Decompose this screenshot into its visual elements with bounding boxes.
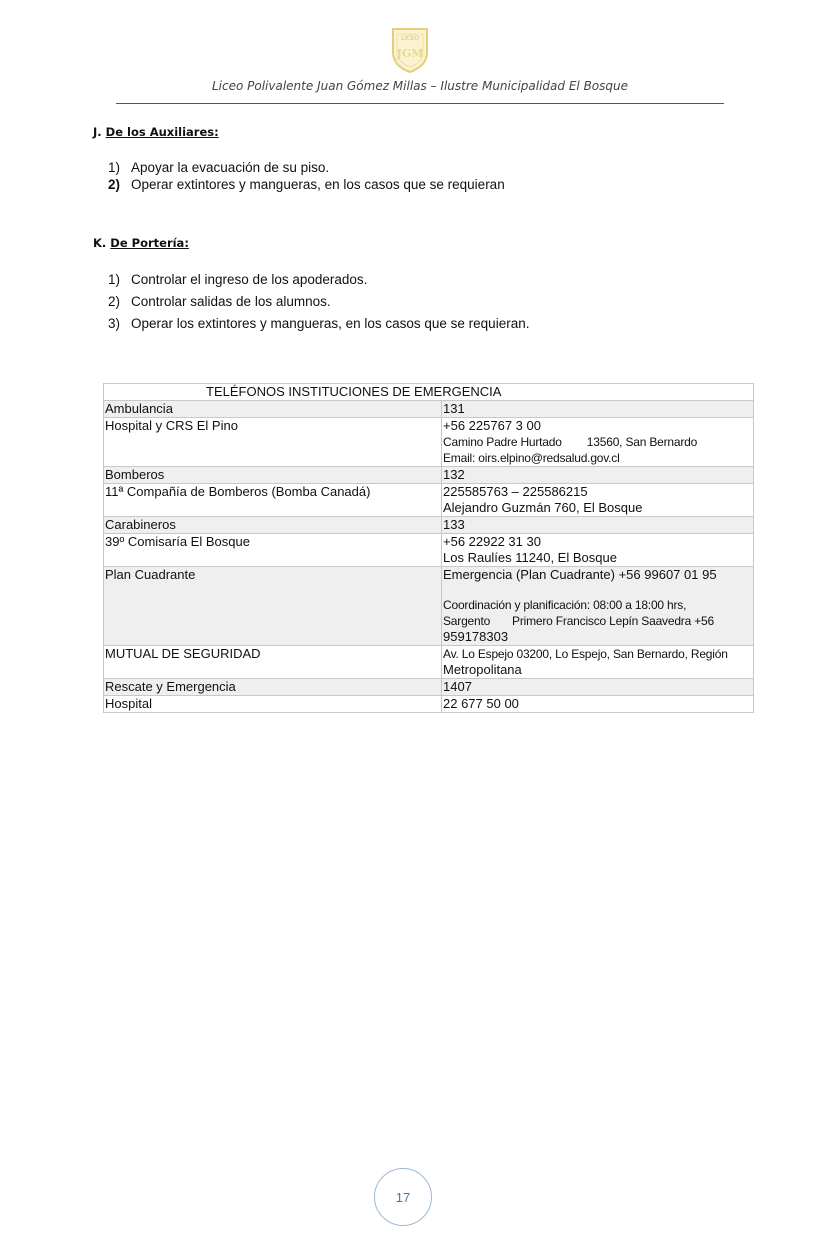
section-j-heading: De los Auxiliares: xyxy=(105,125,219,139)
list-item xyxy=(108,269,529,291)
contact-line: 133 xyxy=(443,517,465,532)
institution-contact xyxy=(442,696,754,713)
institution-name: Rescate y Emergencia xyxy=(104,679,442,696)
line-gap xyxy=(443,583,752,597)
list-item-number: 1) xyxy=(108,272,121,287)
contact-line: 132 xyxy=(443,467,465,482)
institution-contact xyxy=(442,467,754,484)
section-j-list xyxy=(108,159,505,193)
institution-name: Plan Cuadrante xyxy=(104,567,442,646)
table-row xyxy=(104,646,754,679)
table-row xyxy=(104,679,754,696)
contact-line: Alejandro Guzmán 760, El Bosque xyxy=(443,500,643,515)
table-row xyxy=(104,534,754,567)
institution-contact xyxy=(442,401,754,418)
section-k-title xyxy=(93,236,189,250)
list-item-text: Operar extintores y mangueras, en los casos que se requieran xyxy=(131,177,505,192)
list-item-text: Operar los extintores y mangueras, en los casos que se requieran. xyxy=(131,316,530,331)
list-item-text: Controlar el ingreso de los apoderados. xyxy=(131,272,368,287)
contact-line: Los Raulíes 11240, El Bosque xyxy=(443,550,617,565)
list-item-number: 2) xyxy=(108,294,121,309)
list-item-number: 1) xyxy=(108,160,121,175)
section-j-prefix: J. xyxy=(93,125,102,139)
institution-contact xyxy=(442,646,754,679)
table-row xyxy=(104,484,754,517)
contact-line: Email: oirs.elpino@redsalud.gov.cl xyxy=(443,451,620,465)
section-k-heading: De Portería: xyxy=(110,236,189,250)
table-title: TELÉFONOS INSTITUCIONES DE EMERGENCIA xyxy=(104,384,754,401)
institution-name: Hospital xyxy=(104,696,442,713)
table-row xyxy=(104,418,754,467)
svg-text:LICEO: LICEO xyxy=(401,35,419,42)
contact-line: Camino Padre Hurtado 13560, San Bernardo xyxy=(443,435,698,449)
contact-line: Sargento Primero Francisco Lepín Saavedra +56 xyxy=(443,614,714,628)
liceo-logo xyxy=(390,26,430,74)
institution-name: Carabineros xyxy=(104,517,442,534)
institution-contact xyxy=(442,517,754,534)
section-k-list xyxy=(108,269,529,335)
header-divider xyxy=(116,103,724,104)
institution-name: Hospital y CRS El Pino xyxy=(104,418,442,467)
list-item xyxy=(108,176,505,193)
section-j-title xyxy=(93,125,219,139)
contact-line: Emergencia (Plan Cuadrante) +56 99607 01 95 xyxy=(443,567,717,582)
contact-line: Metropolitana xyxy=(443,662,522,677)
table-row xyxy=(104,567,754,646)
page-number-text: 17 xyxy=(395,1189,411,1205)
institution-name: MUTUAL DE SEGURIDAD xyxy=(104,646,442,679)
contact-line: 22 677 50 00 xyxy=(443,696,519,711)
institution-name: Bomberos xyxy=(104,467,442,484)
contact-line: +56 22922 31 30 xyxy=(443,534,541,549)
table-row xyxy=(104,467,754,484)
section-k-prefix: K. xyxy=(93,236,107,250)
list-item xyxy=(108,291,529,313)
list-item xyxy=(108,313,529,335)
contact-line: 1407 xyxy=(443,679,472,694)
institution-contact xyxy=(442,484,754,517)
contact-line: 959178303 xyxy=(443,629,509,644)
header-title: Liceo Polivalente Juan Gómez Millas – Ilustre Municipalidad El Bosque xyxy=(211,79,628,93)
list-item-text: Controlar salidas de los alumnos. xyxy=(131,294,331,309)
table-row xyxy=(104,401,754,418)
table-row xyxy=(104,517,754,534)
institution-contact xyxy=(442,534,754,567)
contact-line: 225585763 – 225586215 xyxy=(443,484,588,499)
institution-name: 39º Comisaría El Bosque xyxy=(104,534,442,567)
table-row xyxy=(104,696,754,713)
institution-contact xyxy=(442,679,754,696)
contact-line: Av. Lo Espejo 03200, Lo Espejo, San Bernardo, Región xyxy=(443,647,728,661)
list-item-number: 2) xyxy=(108,177,121,192)
contact-line: +56 225767 3 00 xyxy=(443,418,541,433)
svg-text:JGM: JGM xyxy=(396,47,424,60)
emergency-phones-table xyxy=(103,383,754,713)
page-number xyxy=(374,1168,432,1226)
contact-line: 131 xyxy=(443,401,465,416)
list-item-text: Apoyar la evacuación de su piso. xyxy=(131,160,330,175)
list-item-number: 3) xyxy=(108,316,121,331)
table-title-row xyxy=(104,384,754,401)
institution-name: 11ª Compañía de Bomberos (Bomba Canadá) xyxy=(104,484,442,517)
list-item xyxy=(108,159,505,176)
institution-contact xyxy=(442,567,754,646)
institution-contact xyxy=(442,418,754,467)
contact-line: Coordinación y planificación: 08:00 a 18:00 hrs, xyxy=(443,598,687,612)
institution-name: Ambulancia xyxy=(104,401,442,418)
